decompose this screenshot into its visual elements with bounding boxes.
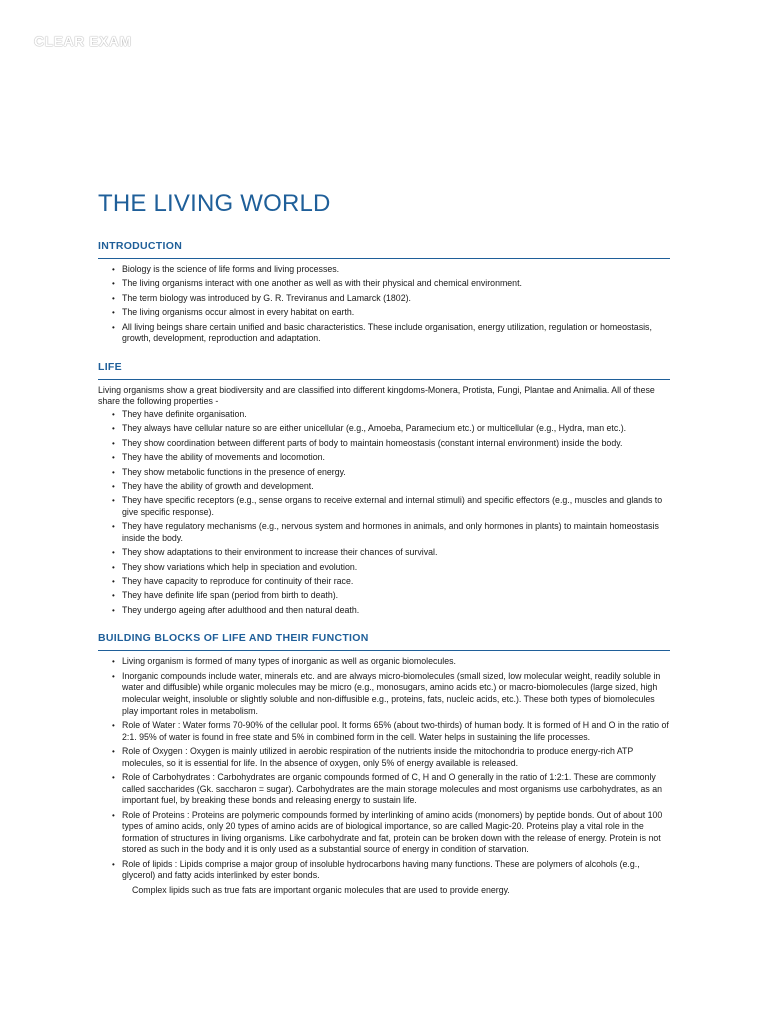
list-item: • Role of Carbohydrates : Carbohydrates are organic compounds formed of C, H and O generally in the ratio of 1:2:1. These are commonly called saccharides (Gk. saccharon = sugar). Carbohydrates are the main storage molecules and most organisms use carbohydrates, as an important fuel, by breaking these bonds and releasing energy to sustain life. bbox=[122, 772, 670, 807]
section-building-blocks bbox=[98, 632, 670, 896]
bullet-list bbox=[98, 656, 670, 881]
list-item: • Role of Water : Water forms 70-90% of the cellular pool. It forms 65% (about two-thirds) of human body. It is formed of H and O in the ratio of 2:1. 95% of water is found in free state and 5% in combined form in the cell. Water helps in sustaining the life processes. bbox=[122, 720, 670, 743]
list-item: • They show variations which help in speciation and evolution. bbox=[122, 562, 670, 574]
list-item: • Living organism is formed of many types of inorganic as well as organic biomolecules. bbox=[122, 656, 670, 668]
bullet-list bbox=[98, 409, 670, 616]
section-heading: INTRODUCTION bbox=[98, 240, 670, 259]
continuation-paragraph: Complex lipids such as true fats are important organic molecules that are used to provide energy. bbox=[132, 884, 510, 895]
list-item: • Inorganic compounds include water, minerals etc. and are always micro-biomolecules (small sized, low molecular weight, readily soluble in water and diffusible) while organic molecules may be micro (e.g., monosugars, amino acids etc.) or macro-biomolecules (large sized, high molecular weight, insoluble or slightly soluble and non-diffusible e.g., proteins, fats, nucleic acids, etc.). These both types of biomolecules play important roles in metabolism. bbox=[122, 671, 670, 717]
list-item: • They have capacity to reproduce for continuity of their race. bbox=[122, 576, 670, 588]
document-page bbox=[98, 190, 670, 912]
list-item: • The living organisms interact with one another as well as with their physical and chemical environment. bbox=[122, 278, 670, 290]
list-item: • They have definite organisation. bbox=[122, 409, 670, 421]
section-heading: LIFE bbox=[98, 361, 670, 380]
list-item: • They have the ability of movements and locomotion. bbox=[122, 452, 670, 464]
bullet-list bbox=[98, 264, 670, 345]
list-item: • Role of Oxygen : Oxygen is mainly utilized in aerobic respiration of the nutrients inside the mitochondria to produce energy-rich ATP molecules, so it is essential for life. In the absence of oxygen, only 5% of energy available is released. bbox=[122, 746, 670, 769]
list-item: • Role of lipids : Lipids comprise a major group of insoluble hydrocarbons having many functions. These are polymers of alcohols (e.g., glycerol) and fatty acids interlinked by ester bonds. bbox=[122, 859, 670, 882]
section-life bbox=[98, 361, 670, 617]
list-item: • They show adaptations to their environment to increase their chances of survival. bbox=[122, 547, 670, 559]
list-item: • They have definite life span (period from birth to death). bbox=[122, 590, 670, 602]
list-item: • They undergo ageing after adulthood and then natural death. bbox=[122, 605, 670, 617]
section-introduction bbox=[98, 240, 670, 345]
list-item: • They have the ability of growth and development. bbox=[122, 481, 670, 493]
list-item: • The term biology was introduced by G. R. Treviranus and Lamarck (1802). bbox=[122, 293, 670, 305]
list-item: • They show metabolic functions in the presence of energy. bbox=[122, 467, 670, 479]
list-item: • All living beings share certain unified and basic characteristics. These include organisation, energy utilization, regulation or homeostasis, growth, development, reproduction and adaptation. bbox=[122, 322, 670, 345]
list-item: • They have specific receptors (e.g., sense organs to receive external and internal stimuli) and specific effectors (e.g., muscles and glands to give specific response). bbox=[122, 495, 670, 518]
list-item: • The living organisms occur almost in every habitat on earth. bbox=[122, 307, 670, 319]
list-item: • They show coordination between different parts of body to maintain homeostasis (constant internal environment) inside the body. bbox=[122, 438, 670, 450]
page-title: THE LIVING WORLD bbox=[98, 190, 331, 217]
watermark-logo: CLEAR EXAM bbox=[34, 33, 132, 49]
section-heading: BUILDING BLOCKS OF LIFE AND THEIR FUNCTION bbox=[98, 632, 670, 651]
list-item: • They have regulatory mechanisms (e.g., nervous system and hormones in animals, and only hormones in plants) to maintain homeostasis inside the body. bbox=[122, 521, 670, 544]
section-intro: Living organisms show a great biodiversity and are classified into different kingdoms-Monera, Protista, Fungi, Plantae and Animalia. All of these share the following properties - bbox=[98, 384, 655, 407]
list-item: • Role of Proteins : Proteins are polymeric compounds formed by interlinking of amino acids (monomers) by peptide bonds. Out of about 100 types of amino acids, only 20 types of amino acids are of biological importance, so are called Magic-20. Proteins play a vital role in the formation of structures in living organisms. Like carbohydrate and fat, protein can be broken down with the release of energy. Protein is not stored as such in the body and it is only used as a substantial source of energy in condition of starvation. bbox=[122, 810, 670, 856]
list-item: • Biology is the science of life forms and living processes. bbox=[122, 264, 670, 276]
list-item: • They always have cellular nature so are either unicellular (e.g., Amoeba, Paramecium etc.) or multicellular (e.g., Hydra, man etc.). bbox=[122, 423, 670, 435]
